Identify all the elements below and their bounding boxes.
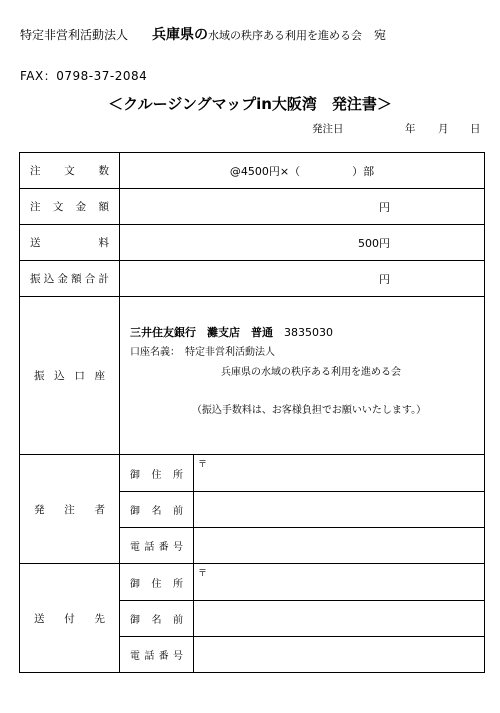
account-label: 振込口座: [20, 297, 120, 455]
recipient-label: 送付先: [20, 564, 120, 673]
order-date-day: 日: [470, 123, 481, 135]
postal-mark: 〒: [198, 460, 208, 470]
org-prefix: 特定非営利活動法人: [20, 28, 129, 42]
holder-org: 特定非営利活動法人: [185, 347, 275, 358]
shipping-label: 送料: [20, 225, 120, 261]
order-qty-row: [20, 153, 485, 189]
holder-name: 兵庫県の水域の秩序ある利用を進める会: [221, 367, 401, 378]
order-amount-label: 注文金額: [20, 189, 120, 225]
fee-note: （振込手数料は、お客様負担でお願いいたします。）: [191, 405, 427, 416]
addressee-line: [20, 24, 386, 44]
page-title: ＜クルージングマップin大阪湾 発注書＞: [108, 95, 392, 113]
recipient-name-label: 御名前: [120, 601, 194, 637]
order-form-table: [19, 152, 485, 673]
qty-suffix: ）部: [352, 164, 375, 178]
shipping-row: [20, 225, 485, 261]
order-qty-field[interactable]: [120, 153, 485, 189]
shipping-value: 500円: [120, 225, 485, 261]
account-row: [20, 297, 485, 455]
orderer-label: 発注者: [20, 455, 120, 564]
orderer-name-label: 御名前: [120, 492, 194, 528]
order-amount-field[interactable]: 円: [120, 189, 485, 225]
recipient-phone-field[interactable]: [194, 637, 485, 673]
total-label: 振込金額合計: [20, 261, 120, 297]
postal-mark: 〒: [198, 569, 208, 579]
fax-number: FAX：0798-37-2084: [20, 69, 148, 83]
total-row: [20, 261, 485, 297]
holder-label: 口座名義：: [130, 347, 175, 358]
orderer-phone-label: 電話番号: [120, 528, 194, 564]
recipient-phone-label: 電話番号: [120, 637, 194, 673]
order-qty-label: 注文数: [20, 153, 120, 189]
bank-name: 三井住友銀行 灘支店 普通: [130, 326, 273, 339]
org-name-b: 水域の秩序ある利用を進める会: [208, 29, 363, 42]
bank-line: [130, 327, 474, 338]
unit-price-text: @4500円×（: [229, 164, 301, 178]
order-date-year: 年: [405, 123, 416, 135]
recipient-name-field[interactable]: [194, 601, 485, 637]
holder-line: [130, 348, 474, 358]
total-field[interactable]: 円: [120, 261, 485, 297]
addressee-suffix: 宛: [374, 28, 387, 42]
account-details: [120, 297, 485, 455]
orderer-phone-field[interactable]: [194, 528, 485, 564]
recipient-address-field[interactable]: [194, 564, 485, 601]
org-name-a: 兵庫県の: [152, 27, 209, 43]
orderer-address-row: [20, 455, 485, 492]
order-date-label: 発注日: [312, 123, 344, 135]
recipient-address-label: 御住所: [120, 564, 194, 601]
orderer-address-label: 御住所: [120, 455, 194, 492]
order-amount-row: [20, 189, 485, 225]
recipient-address-row: [20, 564, 485, 601]
account-number: 3835030: [284, 326, 333, 339]
orderer-address-field[interactable]: [194, 455, 485, 492]
orderer-name-field[interactable]: [194, 492, 485, 528]
order-date-month: 月: [438, 123, 449, 135]
